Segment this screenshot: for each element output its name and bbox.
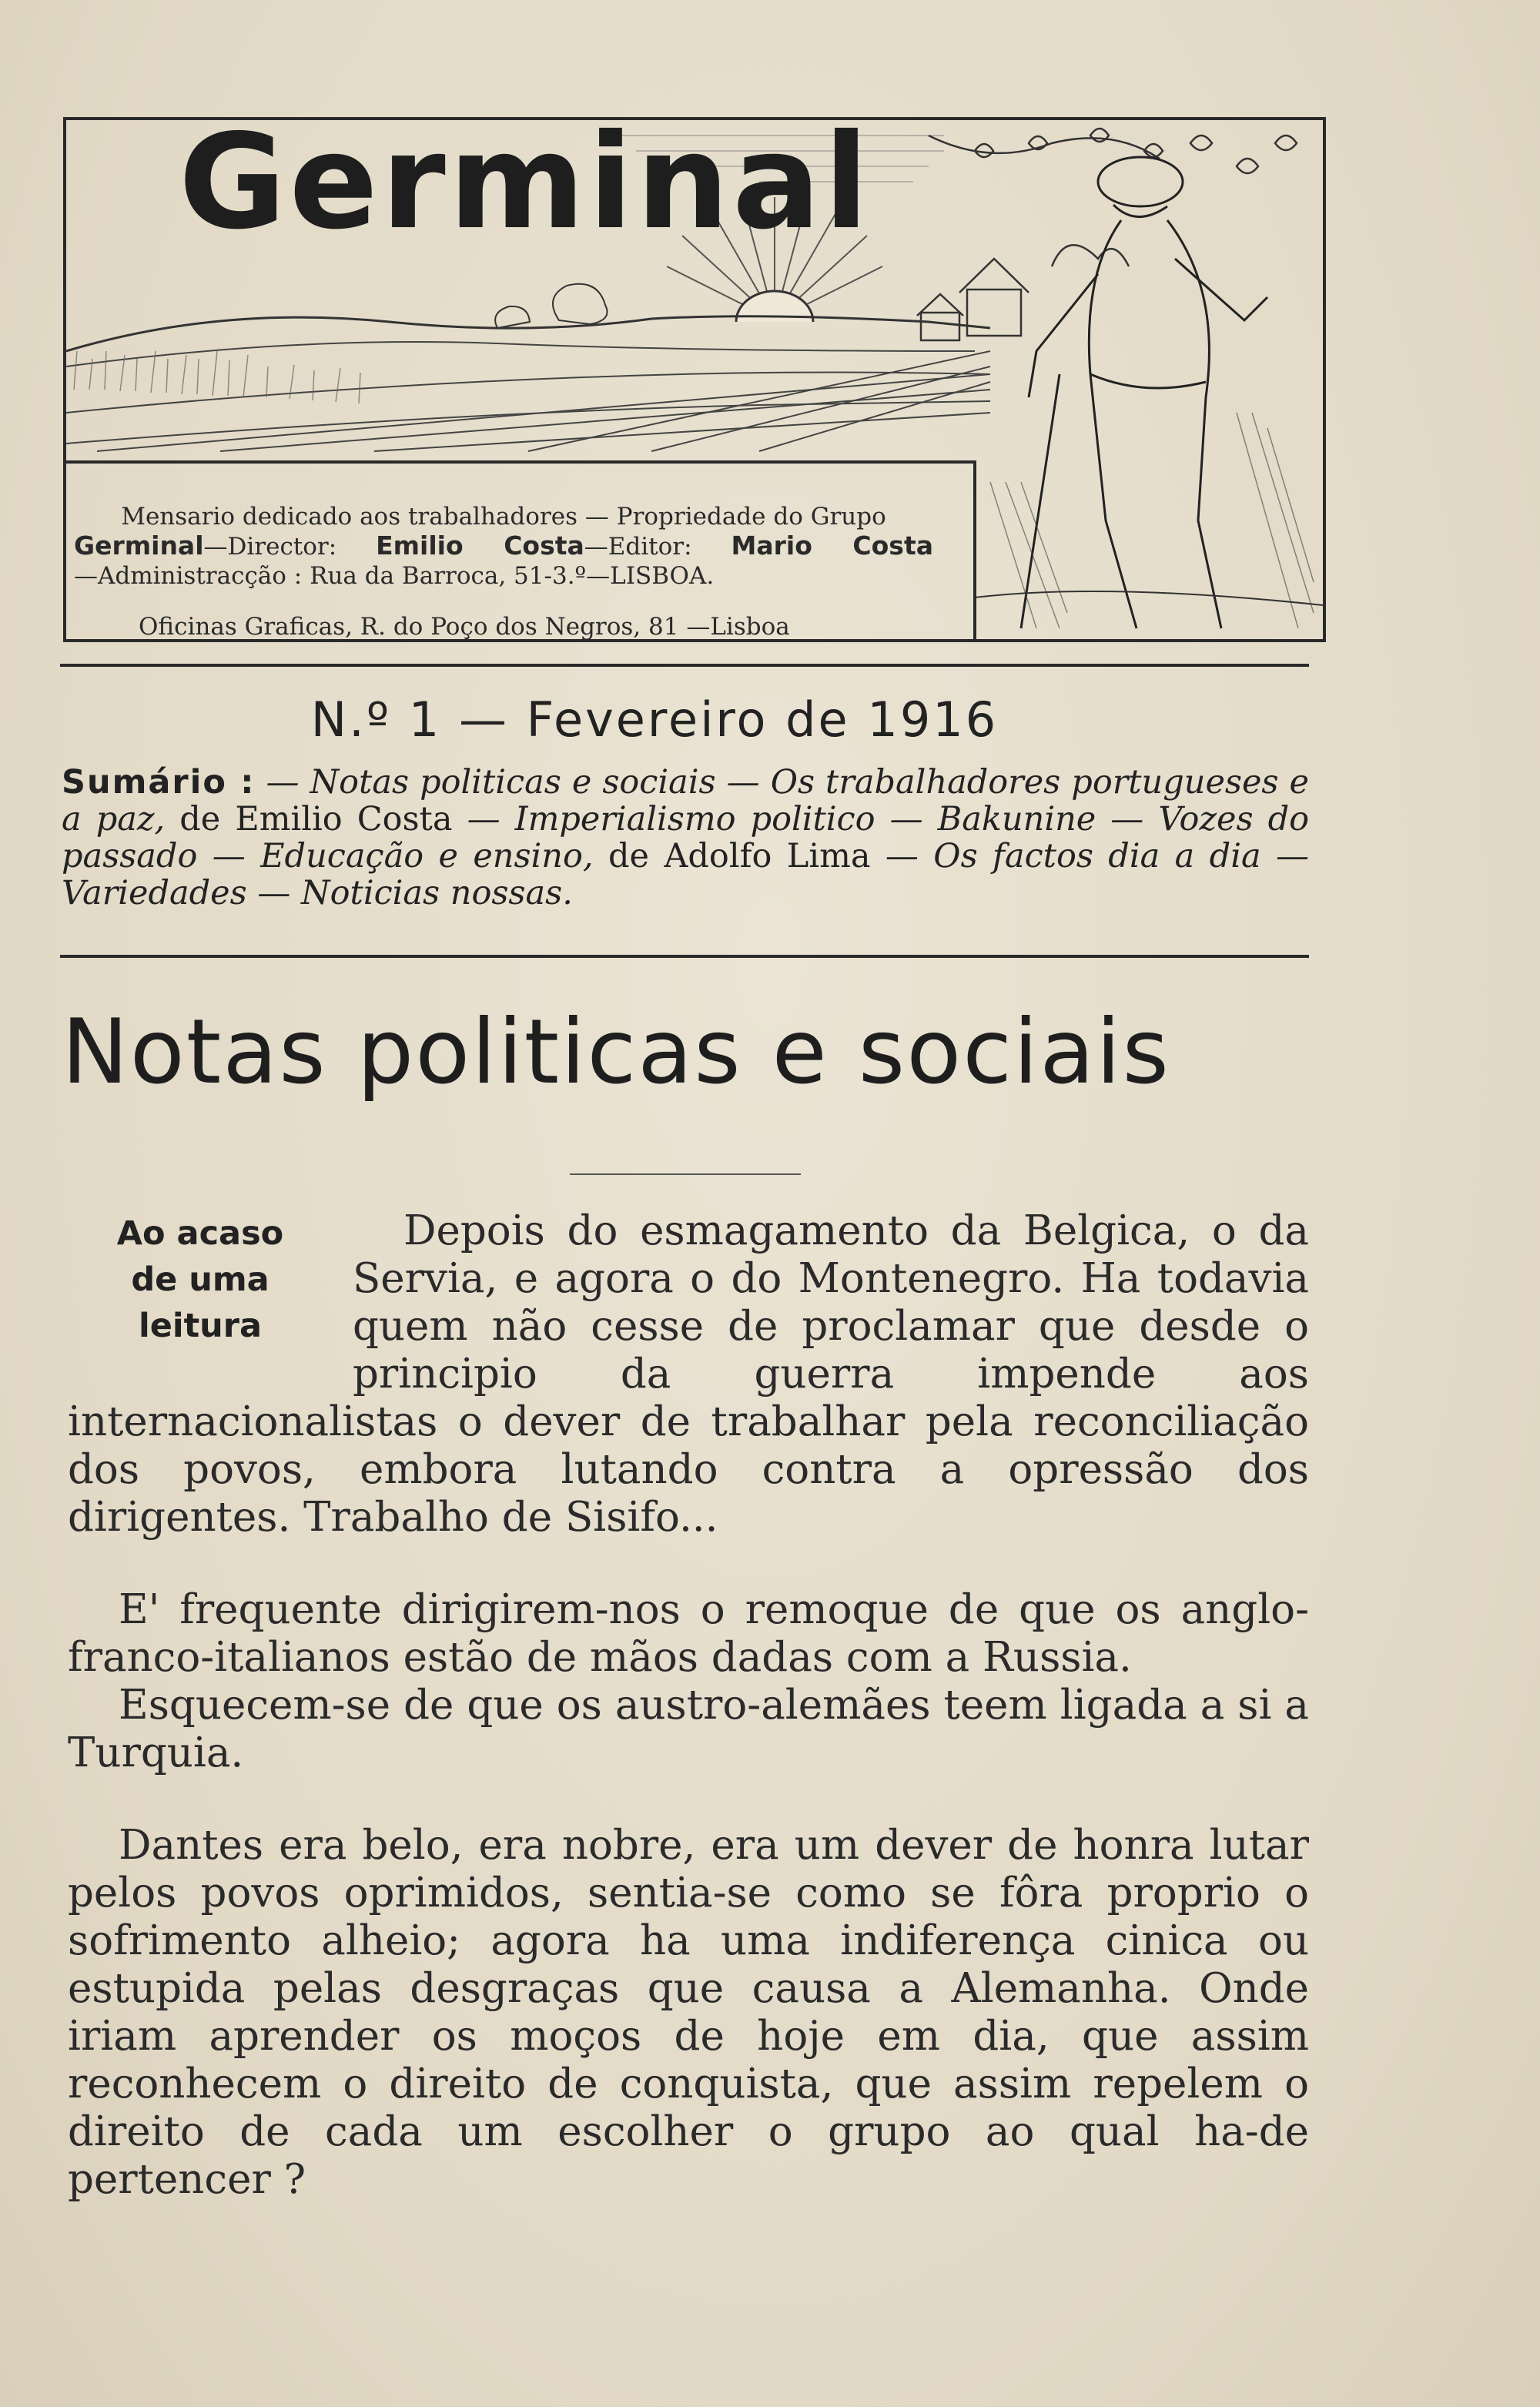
masthead-bottom-rule (60, 664, 1309, 667)
group-name: Germinal (74, 531, 204, 561)
summary-bottom-rule (60, 955, 1309, 958)
foliage-icon (929, 129, 1297, 173)
field-rows-icon (66, 351, 990, 451)
paragraph-3: Esquecem-se de que os austro-alemães teem ligada a si a Turquia. (68, 1682, 1309, 1776)
article-body (68, 1207, 1309, 2204)
paragraph-1: Depois do esmagamento da Belgica, o da Servia, e agora o do Montenegro. Ha todavia quem não cesse de proclamar que desde o principio da guerra impende aos internacionalistas o dever de trabalhar pela reconciliação dos povos, embora lutando contra a opressão dos dirigentes. Trabalho de Sisifo... (68, 1207, 1309, 1541)
summary-item-2: — Imperialismo politico — Bakunine — Vozes do passado — Educação e ensino, (62, 800, 1310, 875)
printer-info: Oficinas Graficas, R. do Poço dos Negros, 81 —Lisboa (139, 613, 790, 641)
paragraph-2: E' frequente dirigirem-nos o remoque de que os anglo-franco-italianos estão de mãos dadas com a Russia. (68, 1586, 1309, 1681)
masthead (63, 106, 1326, 642)
farmhouse-icon (917, 245, 1129, 340)
publication-info (66, 502, 933, 591)
paragraph-4: Dantes era belo, era nobre, era um dever de honra lutar pelos povos oprimidos, sentia-se como se fôra proprio o sofrimento alheio; agora ha uma indiferença cinica ou estupida pelas desgraças que causa a Alemanha. Onde iriam aprender os moços de hoje em dia, que assim reconhecem o direito de conquista, que assim repelem o direito de cada um escolher o grupo ao qual ha-de pertencer ? (68, 1822, 1309, 2203)
pub-line-1: Mensario dedicado aos trabalhadores — Propriedade do Grupo (121, 503, 886, 531)
summary-label: Sumário : (62, 763, 256, 802)
director-name: Emilio Costa (376, 531, 584, 561)
editor-name: Mario Costa (731, 531, 933, 561)
side-label-line-3: leitura (138, 1307, 263, 1345)
title-divider (570, 1173, 801, 1175)
summary-item-3: — Os factos dia a dia — Variedades — Noticias nossas. (62, 837, 1309, 912)
director-label: —Director: (203, 533, 337, 561)
administration-address: —Administracção : Rua da Barroca, 51-3.º—LISBOA. (74, 562, 715, 590)
side-label-line-2: de uma (131, 1260, 270, 1299)
summary-item-1: — Notas politicas e sociais — Os trabalhadores portugueses e a paz, (62, 763, 1309, 839)
side-label-line-1: Ao acaso (116, 1214, 284, 1253)
summary-author-1: de Emilio Costa (179, 800, 453, 839)
issue-number-date: N.º 1 — Fevereiro de 1916 (310, 691, 999, 748)
summary-author-2: de Adolfo Lima (608, 837, 871, 875)
article-title: Notas politicas e sociais (62, 1000, 1170, 1104)
table-of-contents (62, 764, 1309, 912)
newspaper-title: Germinal (179, 106, 872, 259)
editor-label: —Editor: (584, 533, 692, 561)
sower-figure-icon (1021, 157, 1267, 628)
